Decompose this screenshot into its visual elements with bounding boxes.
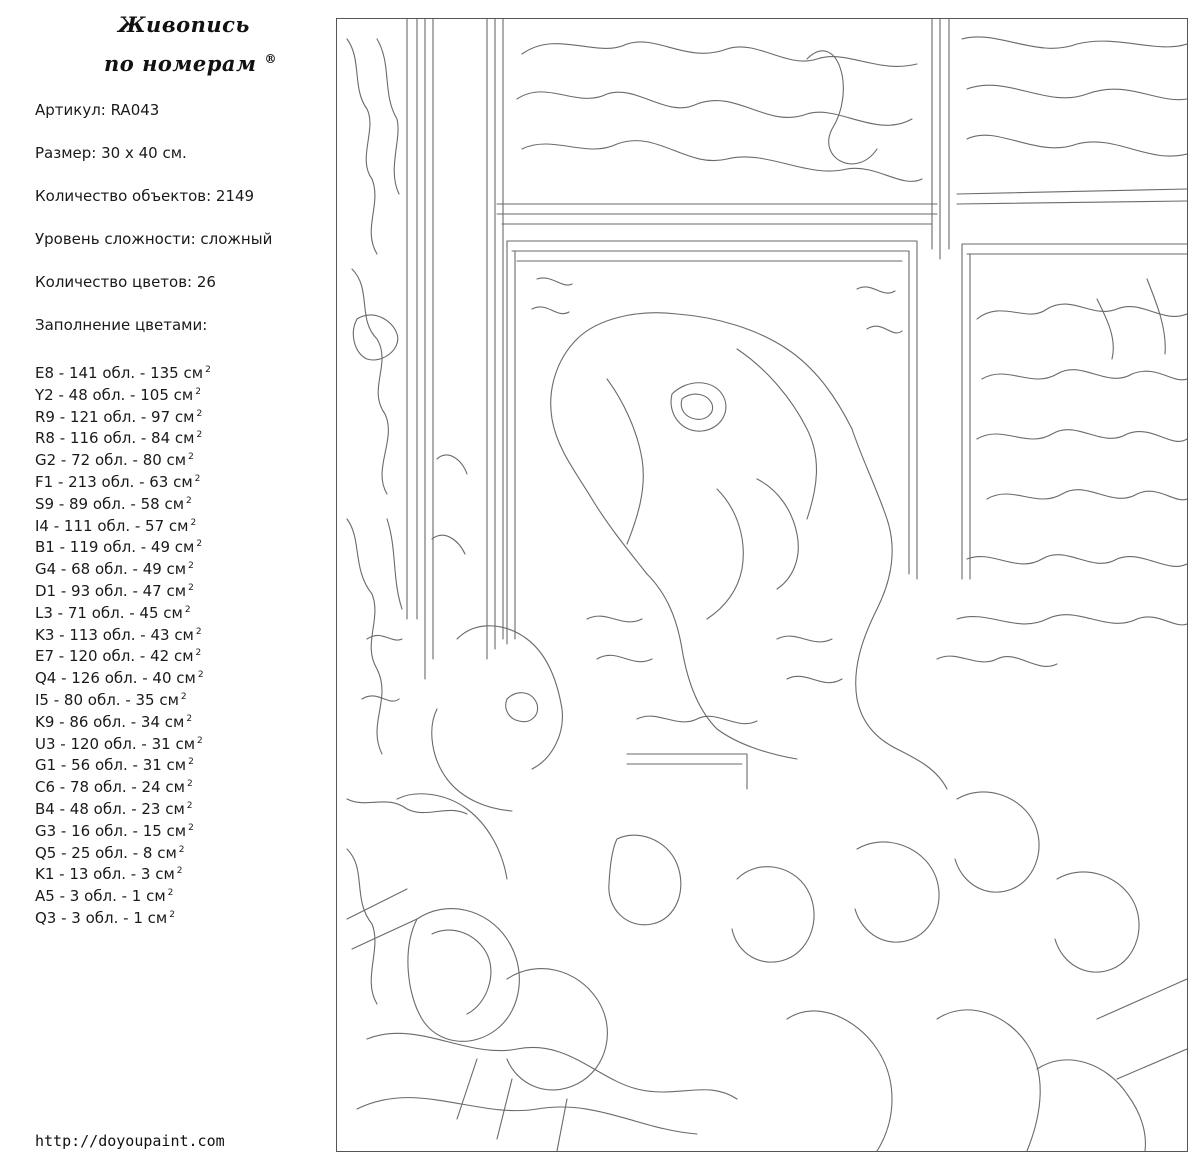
outline-drawing — [337, 19, 1187, 1151]
fill-item-unit-exponent: 2 — [188, 582, 194, 593]
product-info — [35, 100, 315, 358]
fill-item — [35, 774, 315, 796]
fill-item-unit-exponent: 2 — [188, 452, 194, 463]
fill-item-unit-exponent: 2 — [178, 844, 185, 855]
fill-item-text: E7 - 120 обл. - 42 см — [35, 647, 194, 666]
brand-title-line2 — [98, 42, 288, 81]
fill-item-unit-exponent: 2 — [195, 648, 202, 659]
fill-item — [35, 513, 315, 535]
fill-item-text: G2 - 72 обл. - 80 см — [35, 451, 187, 470]
fill-item-unit-exponent: 2 — [205, 365, 211, 375]
fill-item — [35, 709, 315, 731]
fill-item — [35, 687, 315, 709]
fill-item — [35, 600, 315, 622]
fill-item-text: I5 - 80 обл. - 35 см — [35, 690, 179, 709]
fill-item-text: B1 - 119 обл. - 49 см — [35, 538, 195, 557]
fill-item-unit-exponent: 2 — [186, 779, 193, 790]
fill-item-text: D1 - 93 обл. - 47 см — [35, 581, 187, 600]
fill-item-unit-exponent: 2 — [195, 626, 202, 637]
fill-item — [35, 752, 315, 774]
fill-item-text: B4 - 48 обл. - 23 см — [35, 799, 185, 818]
fill-item-text: L3 - 71 обл. - 45 см — [35, 603, 183, 622]
fill-item — [35, 622, 315, 644]
fill-item — [35, 447, 315, 469]
fill-item-text: S9 - 89 обл. - 58 см — [35, 494, 185, 513]
fill-item-unit-exponent: 2 — [188, 757, 194, 768]
fill-item-text: R9 - 121 обл. - 97 см — [35, 407, 195, 426]
object-count: Количество объектов: 2149 — [35, 187, 255, 205]
brand-title-line2-text: по номерам — [104, 51, 257, 76]
fill-item — [35, 731, 315, 753]
fill-item-text: Q5 - 25 обл. - 8 см — [35, 843, 177, 862]
window-frame — [407, 19, 1187, 789]
fill-item-text: A5 - 3 обл. - 1 см — [35, 887, 166, 906]
fill-item — [35, 643, 315, 665]
fill-item-text: U3 - 120 обл. - 31 см — [35, 734, 196, 753]
flowers-shapes — [357, 792, 1187, 1151]
registered-mark: ® — [264, 52, 277, 66]
fill-item-text: G1 - 56 обл. - 31 см — [35, 756, 187, 775]
fill-item-unit-exponent: 2 — [176, 866, 183, 877]
brand-title-line1: Живопись — [118, 12, 250, 37]
fill-item-text: K9 - 86 обл. - 34 см — [35, 712, 185, 731]
fill-item-text: K3 - 113 обл. - 43 см — [35, 625, 194, 644]
canvas-size: Размер: 30 х 40 см. — [35, 144, 187, 162]
article-number: Артикул: RA043 — [35, 101, 160, 119]
fill-item — [35, 840, 315, 862]
fill-item — [35, 665, 315, 687]
fill-item-unit-exponent: 2 — [186, 713, 193, 724]
fill-item-unit-exponent: 2 — [188, 561, 194, 572]
color-fill-list — [35, 360, 315, 927]
fill-item-unit-exponent: 2 — [186, 495, 192, 506]
fill-item — [35, 556, 315, 578]
fill-item-unit-exponent: 2 — [186, 800, 193, 811]
fill-item — [35, 491, 315, 513]
fill-item-unit-exponent: 2 — [194, 473, 201, 484]
fill-item — [35, 861, 315, 883]
fill-item-text: R8 - 116 обл. - 84 см — [35, 429, 195, 448]
fill-item — [35, 404, 315, 426]
coloring-canvas — [336, 18, 1188, 1152]
fill-item-unit-exponent: 2 — [196, 539, 203, 550]
fill-item-text: K1 - 13 обл. - 3 см — [35, 865, 175, 884]
fill-item — [35, 425, 315, 447]
fill-item-text: F1 - 213 обл. - 63 см — [35, 472, 193, 491]
fill-item-text: Y2 - 48 обл. - 105 см — [35, 385, 194, 404]
fill-item — [35, 883, 315, 905]
fill-item-unit-exponent: 2 — [195, 386, 201, 397]
fill-item-unit-exponent: 2 — [196, 408, 203, 419]
fill-item-text: G4 - 68 обл. - 49 см — [35, 560, 187, 579]
dog-outline — [551, 313, 947, 789]
fill-item-unit-exponent: 2 — [184, 604, 191, 615]
fill-item — [35, 534, 315, 556]
fill-item-text: E8 - 141 обл. - 135 см — [35, 364, 204, 382]
fill-heading: Заполнение цветами: — [35, 316, 208, 334]
website-link[interactable]: http://doyoupaint.com — [35, 1132, 225, 1150]
detail-shapes — [362, 278, 1057, 724]
fill-item-text: Q4 - 126 обл. - 40 см — [35, 669, 196, 688]
fill-item-text: C6 - 78 обл. - 24 см — [35, 778, 185, 797]
fill-item — [35, 796, 315, 818]
fill-item-unit-exponent: 2 — [197, 735, 203, 746]
fill-item-unit-exponent: 2 — [196, 430, 203, 441]
fill-item-text: G3 - 16 обл. - 15 см — [35, 821, 187, 840]
color-count: Количество цветов: 26 — [35, 273, 216, 291]
sky-shapes — [517, 37, 1187, 181]
fill-item — [35, 360, 315, 382]
fill-item-text: I4 - 111 обл. - 57 см — [35, 516, 189, 535]
cat-outline — [397, 626, 562, 879]
foliage-shapes — [957, 279, 1187, 625]
fill-item — [35, 905, 315, 927]
fill-item — [35, 469, 315, 491]
fill-item-unit-exponent: 2 — [197, 670, 204, 681]
fill-item — [35, 818, 315, 840]
difficulty-level: Уровень сложности: сложный — [35, 230, 273, 248]
fill-item-unit-exponent: 2 — [190, 517, 197, 528]
fill-item-unit-exponent: 2 — [167, 888, 174, 899]
fill-item-unit-exponent: 2 — [188, 822, 194, 833]
fill-item — [35, 382, 315, 404]
fill-item-text: Q3 - 3 обл. - 1 см — [35, 908, 168, 927]
fill-item-unit-exponent: 2 — [169, 909, 175, 920]
fill-item — [35, 578, 315, 600]
brand-logo — [98, 8, 288, 81]
fill-item-unit-exponent: 2 — [180, 691, 187, 702]
